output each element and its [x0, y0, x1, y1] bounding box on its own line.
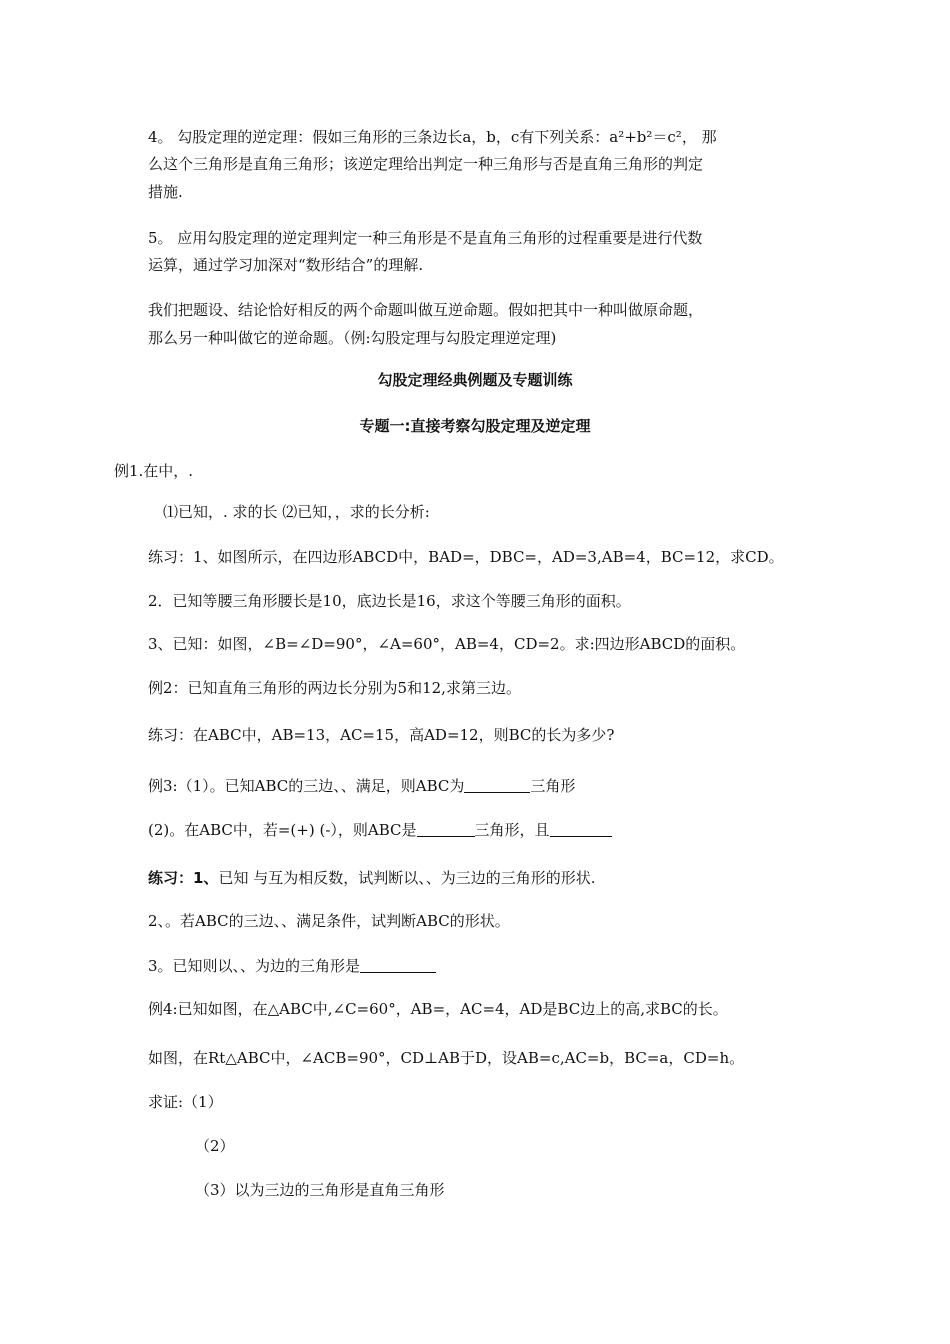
example-1: 例1.在中，.: [114, 462, 194, 480]
practice-3: 3、已知：如图，∠B=∠D=90°，∠A=60°，AB=4，CD=2。求:四边形ABCD的面积。: [148, 635, 746, 653]
example-2: 例2：已知直角三角形的两边长分别为5和12,求第三边。: [148, 679, 521, 697]
paragraph-5-line-1: 5。 应用勾股定理的逆定理判定一种三角形是不是直角三角形的过程重要是进行代数: [148, 229, 703, 247]
practice-example-3-1-text: 已知 与互为相反数，试判断以、、为三边的三角形的形状.: [218, 869, 596, 887]
figure-statement: 如图，在Rt△ABC中，∠ACB=90°，CD⊥AB于D，设AB=c,AC=b，BC=a，CD=h。: [148, 1049, 745, 1067]
proof-label: 求证:（1）: [148, 1093, 223, 1111]
paragraph-6-line-2: 那么另一种叫做它的逆命题。（例:勾股定理与勾股定理逆定理): [148, 329, 557, 347]
practice-example-3-2: 2、。若ABC的三边、、满足条件，试判断ABC的形状。: [148, 912, 510, 930]
example-3-part-1-end: 三角形: [530, 777, 576, 795]
practice-example-3-3-text: 3。已知则以、、为边的三角形是: [148, 957, 361, 975]
section-title: 勾股定理经典例题及专题训练: [377, 371, 573, 389]
practice-example-2: 练习：在ABC中，AB=13，AC=15，高AD=12，则BC的长为多少?: [148, 726, 615, 744]
proof-item-2: （2）: [195, 1137, 235, 1155]
example-3-part-2-mid: 三角形，且: [474, 821, 550, 839]
answer-blank: [417, 822, 475, 837]
paragraph-6-line-1: 我们把题设、结论恰好相反的两个命题叫做互逆命题。假如把其中一种叫做原命题，: [148, 301, 704, 319]
example-4: 例4:已知如图，在△ABC中,∠C=60°，AB=，AC=4，AD是BC边上的高,求BC的长。: [148, 1000, 728, 1018]
answer-blank: [550, 822, 612, 837]
practice-example-3-1: [148, 871, 595, 886]
example-3-part-2: [148, 822, 612, 838]
paragraph-4-line-1: 4。 勾股定理的逆定理：假如三角形的三条边长a，b，c有下列关系：a²+b²＝c²， 那: [148, 128, 717, 146]
paragraph-5-line-2: 运算，通过学习加深对“数形结合”的理解.: [148, 256, 424, 274]
proof-item-3: （3）以为三边的三角形是直角三角形: [195, 1181, 445, 1199]
example-3-part-2-text: (2)。在ABC中，若=(+) (-），则ABC是: [148, 821, 417, 839]
answer-blank: [360, 958, 436, 973]
section-subtitle: 专题一:直接考察勾股定理及逆定理: [359, 417, 591, 435]
paragraph-4-line-3: 措施.: [148, 183, 183, 201]
practice-2: 2．已知等腰三角形腰长是10，底边长是16，求这个等腰三角形的面积。: [148, 592, 631, 610]
paragraph-4-line-2: 么这个三角形是直角三角形；该逆定理给出判定一种三角形与否是直角三角形的判定: [148, 155, 704, 173]
example-1-sub: ⑴已知，. 求的长 ⑵已知，，求的长分析:: [163, 503, 430, 521]
example-3-part-1-text: 例3:（1）。已知ABC的三边、、满足，则ABC为: [148, 777, 465, 795]
answer-blank: [464, 778, 530, 793]
practice-example-3-3: [148, 958, 436, 974]
example-3-part-1: [148, 778, 575, 794]
practice-1: 练习：1、如图所示，在四边形ABCD中，BAD=，DBC=，AD=3,AB=4，BC=12，求CD。: [148, 548, 784, 566]
practice-label: 练习：1、: [148, 869, 219, 887]
